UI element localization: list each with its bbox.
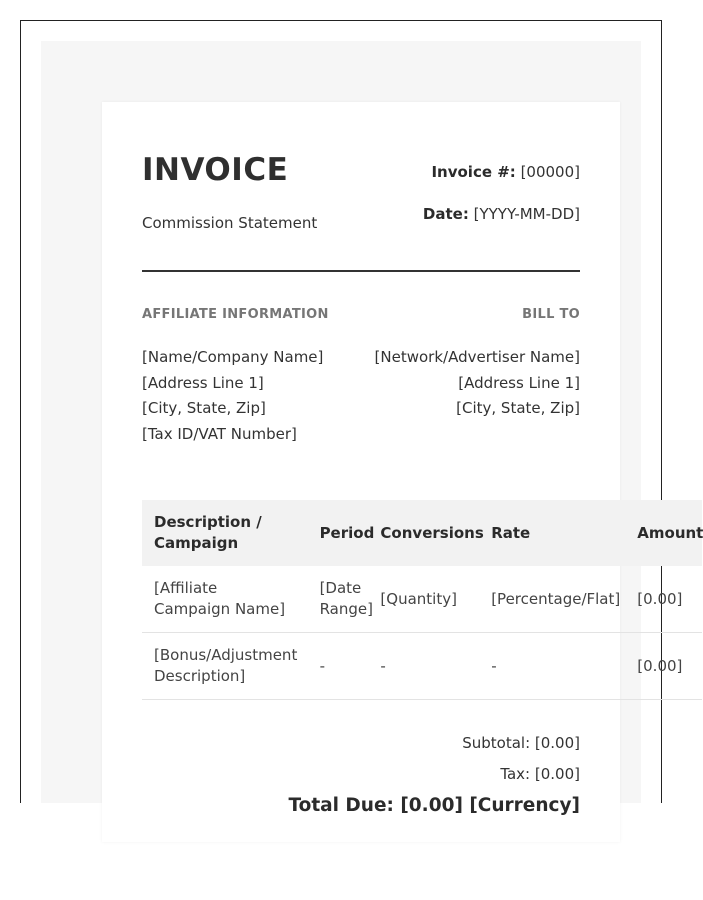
cell-description: [Bonus/Adjustment Description] — [142, 633, 308, 700]
document-frame — [20, 20, 703, 816]
invoice-date-label: Date: — [422, 205, 469, 223]
invoice-paper — [102, 102, 703, 842]
bill-to-heading: BILL TO — [522, 307, 580, 322]
cell-period: [Date Range] — [308, 566, 369, 633]
cell-description: [Affiliate Campaign Name] — [142, 566, 308, 633]
invoice-title: INVOICE — [142, 152, 289, 188]
invoice-date — [423, 205, 580, 223]
header-amount: Amount — [625, 500, 702, 566]
header-description: Description / Campaign — [142, 500, 308, 566]
affiliate-city: [City, State, Zip] — [142, 399, 266, 417]
affiliate-tax-id: [Tax ID/VAT Number] — [142, 424, 297, 443]
cell-period: - — [308, 633, 369, 700]
header-rate: Rate — [479, 500, 625, 566]
subtotal: Subtotal: [0.00] — [462, 734, 580, 752]
header-period: Period — [308, 500, 369, 566]
affiliate-heading: AFFILIATE INFORMATION — [142, 307, 329, 322]
affiliate-address — [142, 345, 323, 447]
cell-conversions: [Quantity] — [368, 566, 479, 633]
affiliate-address-line: [Address Line 1] — [142, 373, 264, 392]
line-items-table-wrap — [142, 500, 702, 700]
total-due: Total Due: [0.00] [Currency] — [288, 795, 580, 816]
invoice-date-value: [YYYY-MM-DD] — [473, 205, 580, 223]
bill-to-name: [Network/Advertiser Name] — [374, 348, 580, 366]
cell-amount: [0.00] — [625, 633, 702, 700]
invoice-subtitle: Commission Statement — [142, 214, 318, 232]
cell-rate: - — [479, 633, 625, 700]
table-row — [142, 566, 702, 633]
invoice-number — [431, 163, 580, 181]
bill-to-address — [375, 345, 580, 422]
bill-to-address-line: [Address Line 1] — [458, 373, 580, 392]
invoice-number-value: [00000] — [520, 163, 580, 181]
cell-conversions: - — [368, 633, 479, 700]
table-header-row — [142, 500, 702, 566]
bill-to-city: [City, State, Zip] — [456, 399, 580, 417]
table-row — [142, 633, 702, 700]
page-backdrop — [41, 41, 703, 816]
cell-amount: [0.00] — [625, 566, 702, 633]
tax: Tax: [0.00] — [500, 765, 580, 783]
line-items-table — [142, 500, 702, 700]
invoice-number-label: Invoice #: — [431, 163, 516, 181]
header-divider — [142, 270, 580, 272]
affiliate-name: [Name/Company Name] — [142, 348, 324, 366]
cell-rate: [Percentage/Flat] — [479, 566, 625, 633]
header-conversions: Conversions — [368, 500, 479, 566]
